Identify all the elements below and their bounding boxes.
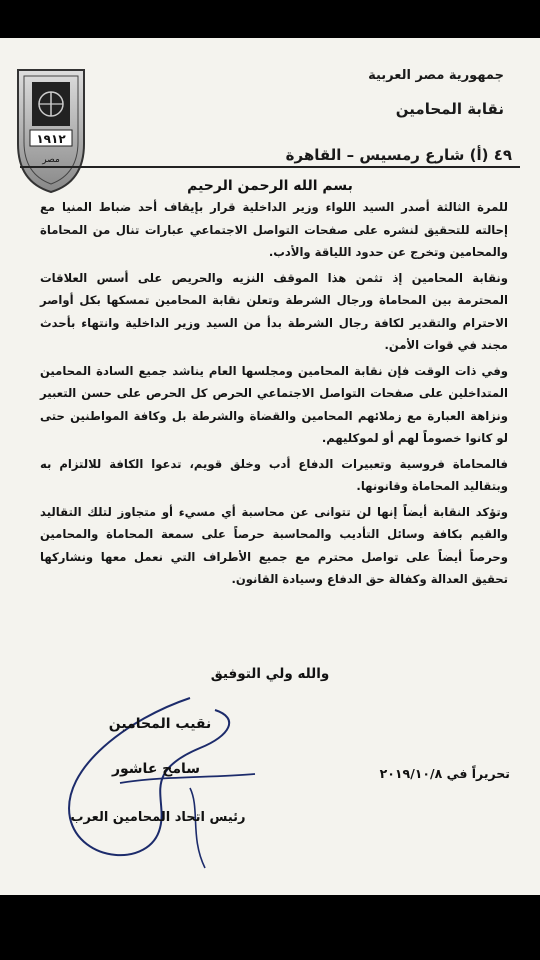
closing-line: والله ولي التوفيق: [210, 666, 330, 682]
paragraph-5: وتؤكد النقابة أيضاً إنها لن تتوانى عن محاسبة أي مسيء أو متجاوز لتلك التقاليد والقيم بكافة وسائل التأديب والمحاسبة حرصاً على سمعة المحاماة والمحامين وحرصاً أيضاً على تواصل محترم مع جميع الأطراف التي نعمل معها ونشاركها تحقيق العدالة وكفالة حق الدفاع وسيادة القانون.: [40, 504, 508, 586]
signatory-name: سامح عاشور: [111, 761, 201, 777]
handwritten-signature-icon: [40, 678, 280, 878]
signatory-role: رئيس اتحاد المحامين العرب: [70, 810, 246, 825]
paragraph-4: فالمحاماة فروسية وتعبيرات الدفاع أدب وخلق قويم، تدعوا الكافة للالتزام به وبتقاليد المحاماة وقانونها.: [40, 456, 508, 493]
letter-page: [0, 38, 540, 895]
paragraph-3: وفي ذات الوقت فإن نقابة المحامين ومجلسها العام يناشد جميع السادة المحامين المتداخلين على صفحات التواصل الاجتماعي الحرص كل الحرص على حسن التعبير ونزاهة العبارة مع زملائهم المحامين والقضاة والشرطة بل وكافة المواطنين حتى لو كانوا خصوماً لهم أو لموكليهم.: [40, 363, 508, 445]
bar-association-emblem-icon: [12, 64, 90, 196]
logo-year: ١٩١٢: [36, 132, 66, 146]
header-country: جمهورية مصر العربية: [368, 68, 504, 83]
header-address: ٤٩ (أ) شارع رمسيس – القاهرة: [285, 146, 512, 164]
paragraph-2: ونقابة المحامين إذ تثمن هذا الموقف النزيه والحريص على أسس العلاقات المحترمة بين المحاماة ورجال الشرطة وتعلن نقابة المحامين تمسكها بكل أواصر الاحترام والتقدير لكافة رجال الشرطة بدأ من السيد وزير الداخلية وانتهاء بأحدث مجند في قوات الأمن.: [40, 270, 508, 352]
basmala: بسم الله الرحمن الرحيم: [187, 178, 353, 194]
header-organization: نقابة المحامين: [395, 100, 504, 118]
letter-body: [40, 196, 508, 594]
header-divider: [20, 166, 520, 168]
logo-caption: مصر: [42, 155, 60, 165]
signatory-title: نقيب المحامين: [108, 716, 212, 732]
date-line: تحريراً في ٢٠١٩/١٠/٨: [379, 766, 510, 781]
paragraph-1: للمرة الثالثة أصدر السيد اللواء وزير الداخلية قرار بإيقاف أحد ضباط المنيا مع إحالته للتحقيق لنشره على صفحات التواصل الاجتماعي عبارات تنال من المحاماة والمحامين وتخرج عن حدود اللياقة والأدب.: [40, 200, 508, 259]
